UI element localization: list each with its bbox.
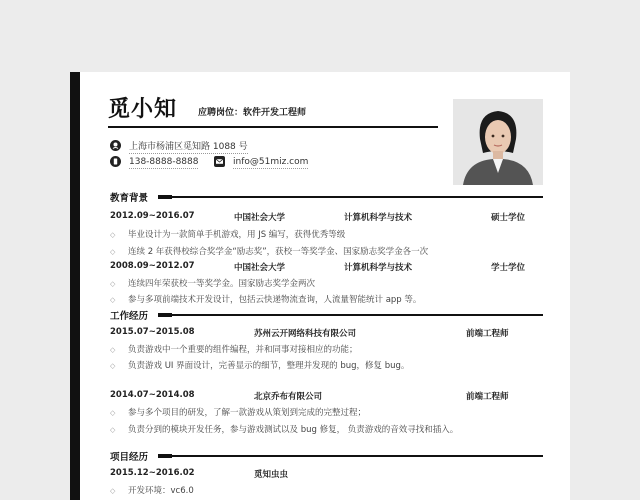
education-section-title: 教育背景 [110,193,149,204]
edu-1-school: 中国社会大学 [234,213,286,223]
work-2-company: 北京乔布有限公司 [254,392,323,402]
project-1-dates: 2015.12~2016.02 [110,468,195,478]
phone-icon [110,156,121,167]
work-2-bullet-1: ◇ 参与多个项目的研发，了解一款游戏从策划到完成的完整过程； [110,408,367,418]
education-rule-cap [158,195,172,199]
work-2-bullet-2: ◇ 负责分到的模块开发任务，参与游戏测试以及 bug 修复， 负责游戏的音效寻找和插入。 [110,425,459,435]
work-1-dates: 2015.07~2015.08 [110,327,195,337]
edu-1-bullet-1: ◇ 毕业设计为一款简单手机游戏，用 JS 编写，获得优秀等级 [110,230,346,240]
diamond-bullet-icon: ◇ [110,248,116,256]
work-1-company: 苏州云开网络科技有限公司 [254,329,357,339]
education-rule [158,196,543,198]
left-accent-bar [70,72,80,500]
diamond-bullet-icon: ◇ [110,280,116,288]
work-2-role: 前端工程师 [466,392,509,402]
diamond-bullet-icon: ◇ [110,231,116,239]
work-1-role: 前端工程师 [466,329,509,339]
candidate-name: 觅小知 [108,97,178,122]
work-rule [158,314,543,316]
project-section-title: 项目经历 [110,452,149,463]
name-underline [108,126,438,128]
edu-2-degree: 学士学位 [491,263,526,273]
edu-2-bullet-2: ◇ 参与多项前端技术开发设计，包括云快递物流查询，人流量智能统计 app 等。 [110,295,422,305]
project-1-bullet-1: ◇ 开发环境：vc6.0 [110,486,194,496]
location-pin-icon [110,140,121,151]
diamond-bullet-icon: ◇ [110,296,116,304]
edu-2-major: 计算机科学与技术 [344,263,413,273]
job-target: 应聘岗位：软件开发工程师 [198,108,307,118]
project-1-name: 觅知虫虫 [254,470,289,480]
edu-1-dates: 2012.09~2016.07 [110,211,195,221]
project-rule-cap [158,454,172,458]
diamond-bullet-icon: ◇ [110,426,116,434]
diamond-bullet-icon: ◇ [110,362,116,370]
project-rule [158,455,543,457]
edu-2-school: 中国社会大学 [234,263,286,273]
edu-1-bullet-2: ◇ 连续 2 年获得校综合奖学金“励志奖”，获校一等奖学金、国家励志奖学金各一次 [110,247,429,257]
work-1-bullet-1: ◇ 负责游戏中一个重要的组件编程，并和同事对接相应的功能； [110,345,358,355]
diamond-bullet-icon: ◇ [110,409,116,417]
email-row [214,156,308,167]
mail-icon [214,156,225,167]
work-1-bullet-2: ◇ 负责游戏 UI 界面设计，完善显示的细节，整理并发现的 bug，修复 bug。 [110,361,410,371]
edu-1-degree: 硕士学位 [491,213,526,223]
edu-2-dates: 2008.09~2012.07 [110,261,195,271]
address-row [110,139,248,152]
edu-2-bullet-1: ◇ 连续四年荣获校一等奖学金。国家励志奖学金两次 [110,279,316,289]
work-section-title: 工作经历 [110,311,149,322]
work-rule-cap [158,313,172,317]
resume-page [80,72,570,500]
phone-text: 138-8888-8888 [129,156,199,167]
phone-row [110,156,198,167]
address-text: 上海市杨浦区觅知路 1088 号 [129,142,248,152]
profile-photo [453,99,543,185]
edu-1-major: 计算机科学与技术 [344,213,413,223]
diamond-bullet-icon: ◇ [110,346,116,354]
work-2-dates: 2014.07~2014.08 [110,390,195,400]
email-text: info@51miz.com [233,156,309,167]
diamond-bullet-icon: ◇ [110,487,116,495]
